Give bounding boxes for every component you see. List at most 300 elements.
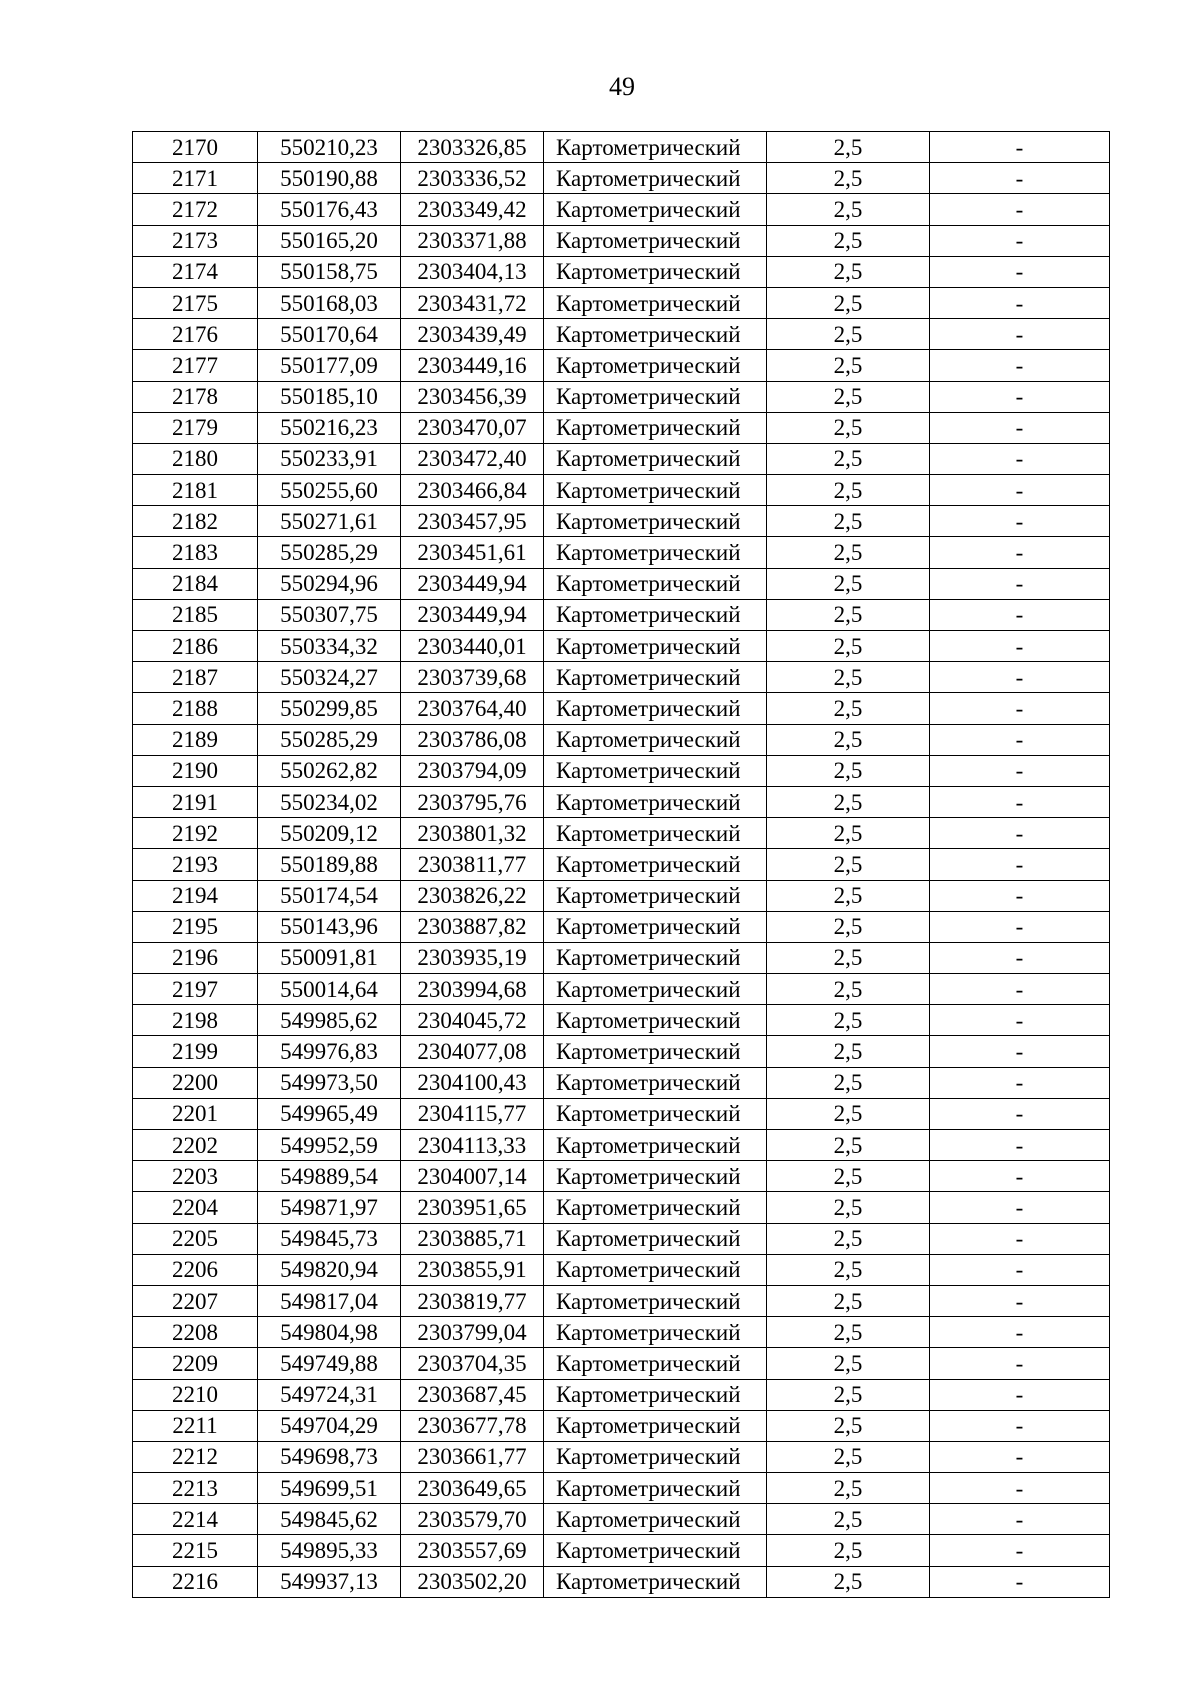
- note-cell: -: [930, 1254, 1110, 1285]
- table-row: [133, 849, 1110, 880]
- note-cell: -: [930, 786, 1110, 817]
- table-row: [133, 194, 1110, 225]
- method-cell: Картометрический: [544, 1254, 767, 1285]
- method-cell: Картометрический: [544, 256, 767, 287]
- point-number-cell: 2192: [133, 818, 258, 849]
- method-cell: Картометрический: [544, 631, 767, 662]
- method-cell: Картометрический: [544, 1005, 767, 1036]
- table-row: [133, 381, 1110, 412]
- method-cell: Картометрический: [544, 662, 767, 693]
- accuracy-cell: 2,5: [767, 599, 930, 630]
- y-coordinate-cell: 2303431,72: [401, 287, 544, 318]
- table-row: [133, 350, 1110, 381]
- accuracy-cell: 2,5: [767, 163, 930, 194]
- table-row: [133, 1223, 1110, 1254]
- x-coordinate-cell: 549704,29: [258, 1410, 401, 1441]
- method-cell: Картометрический: [544, 287, 767, 318]
- note-cell: -: [930, 693, 1110, 724]
- table-row: [133, 1192, 1110, 1223]
- y-coordinate-cell: 2303951,65: [401, 1192, 544, 1223]
- method-cell: Картометрический: [544, 381, 767, 412]
- table-row: [133, 506, 1110, 537]
- point-number-cell: 2195: [133, 911, 258, 942]
- table-row: [133, 1130, 1110, 1161]
- y-coordinate-cell: 2303371,88: [401, 225, 544, 256]
- accuracy-cell: 2,5: [767, 1535, 930, 1566]
- note-cell: -: [930, 1441, 1110, 1472]
- table-row: [133, 974, 1110, 1005]
- x-coordinate-cell: 550210,23: [258, 132, 401, 163]
- point-number-cell: 2173: [133, 225, 258, 256]
- method-cell: Картометрический: [544, 724, 767, 755]
- accuracy-cell: 2,5: [767, 631, 930, 662]
- table-row: [133, 755, 1110, 786]
- y-coordinate-cell: 2303404,13: [401, 256, 544, 287]
- note-cell: -: [930, 225, 1110, 256]
- note-cell: -: [930, 942, 1110, 973]
- accuracy-cell: 2,5: [767, 1504, 930, 1535]
- point-number-cell: 2215: [133, 1535, 258, 1566]
- y-coordinate-cell: 2303440,01: [401, 631, 544, 662]
- y-coordinate-cell: 2303449,16: [401, 350, 544, 381]
- table-row: [133, 942, 1110, 973]
- method-cell: Картометрический: [544, 786, 767, 817]
- method-cell: Картометрический: [544, 1130, 767, 1161]
- note-cell: -: [930, 849, 1110, 880]
- point-number-cell: 2175: [133, 287, 258, 318]
- x-coordinate-cell: 550324,27: [258, 662, 401, 693]
- y-coordinate-cell: 2303326,85: [401, 132, 544, 163]
- table-row: [133, 1348, 1110, 1379]
- x-coordinate-cell: 549889,54: [258, 1161, 401, 1192]
- accuracy-cell: 2,5: [767, 350, 930, 381]
- point-number-cell: 2180: [133, 443, 258, 474]
- table-row: [133, 443, 1110, 474]
- accuracy-cell: 2,5: [767, 225, 930, 256]
- table-row: [133, 412, 1110, 443]
- accuracy-cell: 2,5: [767, 724, 930, 755]
- table-row: [133, 568, 1110, 599]
- method-cell: Картометрический: [544, 755, 767, 786]
- method-cell: Картометрический: [544, 319, 767, 350]
- y-coordinate-cell: 2303887,82: [401, 911, 544, 942]
- y-coordinate-cell: 2303502,20: [401, 1566, 544, 1597]
- accuracy-cell: 2,5: [767, 755, 930, 786]
- y-coordinate-cell: 2304115,77: [401, 1098, 544, 1129]
- coordinates-table: [132, 131, 1110, 1598]
- accuracy-cell: 2,5: [767, 818, 930, 849]
- accuracy-cell: 2,5: [767, 256, 930, 287]
- y-coordinate-cell: 2303764,40: [401, 693, 544, 724]
- y-coordinate-cell: 2304045,72: [401, 1005, 544, 1036]
- y-coordinate-cell: 2303994,68: [401, 974, 544, 1005]
- x-coordinate-cell: 549973,50: [258, 1067, 401, 1098]
- accuracy-cell: 2,5: [767, 1317, 930, 1348]
- method-cell: Картометрический: [544, 880, 767, 911]
- note-cell: -: [930, 287, 1110, 318]
- point-number-cell: 2211: [133, 1410, 258, 1441]
- y-coordinate-cell: 2303579,70: [401, 1504, 544, 1535]
- note-cell: -: [930, 631, 1110, 662]
- accuracy-cell: 2,5: [767, 287, 930, 318]
- method-cell: Картометрический: [544, 1504, 767, 1535]
- method-cell: Картометрический: [544, 1441, 767, 1472]
- y-coordinate-cell: 2303855,91: [401, 1254, 544, 1285]
- note-cell: -: [930, 911, 1110, 942]
- x-coordinate-cell: 550189,88: [258, 849, 401, 880]
- table-row: [133, 631, 1110, 662]
- method-cell: Картометрический: [544, 412, 767, 443]
- table-row: [133, 818, 1110, 849]
- x-coordinate-cell: 549985,62: [258, 1005, 401, 1036]
- x-coordinate-cell: 550294,96: [258, 568, 401, 599]
- accuracy-cell: 2,5: [767, 132, 930, 163]
- x-coordinate-cell: 550285,29: [258, 537, 401, 568]
- x-coordinate-cell: 550177,09: [258, 350, 401, 381]
- table-row: [133, 1067, 1110, 1098]
- note-cell: -: [930, 1192, 1110, 1223]
- method-cell: Картометрический: [544, 568, 767, 599]
- x-coordinate-cell: 550190,88: [258, 163, 401, 194]
- point-number-cell: 2199: [133, 1036, 258, 1067]
- accuracy-cell: 2,5: [767, 662, 930, 693]
- x-coordinate-cell: 549965,49: [258, 1098, 401, 1129]
- method-cell: Картометрический: [544, 1566, 767, 1597]
- point-number-cell: 2204: [133, 1192, 258, 1223]
- y-coordinate-cell: 2303470,07: [401, 412, 544, 443]
- x-coordinate-cell: 550143,96: [258, 911, 401, 942]
- accuracy-cell: 2,5: [767, 974, 930, 1005]
- accuracy-cell: 2,5: [767, 1566, 930, 1597]
- x-coordinate-cell: 549845,73: [258, 1223, 401, 1254]
- accuracy-cell: 2,5: [767, 693, 930, 724]
- note-cell: -: [930, 1317, 1110, 1348]
- note-cell: -: [930, 412, 1110, 443]
- point-number-cell: 2216: [133, 1566, 258, 1597]
- table-row: [133, 1410, 1110, 1441]
- coordinates-table-body: [133, 132, 1110, 1598]
- note-cell: -: [930, 1379, 1110, 1410]
- note-cell: -: [930, 1535, 1110, 1566]
- note-cell: -: [930, 319, 1110, 350]
- x-coordinate-cell: 550174,54: [258, 880, 401, 911]
- note-cell: -: [930, 256, 1110, 287]
- accuracy-cell: 2,5: [767, 1067, 930, 1098]
- table-row: [133, 1379, 1110, 1410]
- y-coordinate-cell: 2303439,49: [401, 319, 544, 350]
- table-row: [133, 1441, 1110, 1472]
- table-row: [133, 1504, 1110, 1535]
- accuracy-cell: 2,5: [767, 475, 930, 506]
- y-coordinate-cell: 2303885,71: [401, 1223, 544, 1254]
- x-coordinate-cell: 549895,33: [258, 1535, 401, 1566]
- note-cell: -: [930, 568, 1110, 599]
- accuracy-cell: 2,5: [767, 506, 930, 537]
- note-cell: -: [930, 475, 1110, 506]
- note-cell: -: [930, 1504, 1110, 1535]
- method-cell: Картометрический: [544, 1285, 767, 1316]
- note-cell: -: [930, 350, 1110, 381]
- point-number-cell: 2197: [133, 974, 258, 1005]
- method-cell: Картометрический: [544, 1317, 767, 1348]
- table-row: [133, 225, 1110, 256]
- accuracy-cell: 2,5: [767, 568, 930, 599]
- x-coordinate-cell: 550262,82: [258, 755, 401, 786]
- point-number-cell: 2185: [133, 599, 258, 630]
- note-cell: -: [930, 1473, 1110, 1504]
- method-cell: Картометрический: [544, 537, 767, 568]
- point-number-cell: 2176: [133, 319, 258, 350]
- note-cell: -: [930, 662, 1110, 693]
- point-number-cell: 2171: [133, 163, 258, 194]
- note-cell: -: [930, 1130, 1110, 1161]
- table-row: [133, 1285, 1110, 1316]
- x-coordinate-cell: 549724,31: [258, 1379, 401, 1410]
- y-coordinate-cell: 2303826,22: [401, 880, 544, 911]
- point-number-cell: 2201: [133, 1098, 258, 1129]
- y-coordinate-cell: 2304077,08: [401, 1036, 544, 1067]
- y-coordinate-cell: 2303801,32: [401, 818, 544, 849]
- x-coordinate-cell: 550334,32: [258, 631, 401, 662]
- point-number-cell: 2181: [133, 475, 258, 506]
- point-number-cell: 2202: [133, 1130, 258, 1161]
- point-number-cell: 2177: [133, 350, 258, 381]
- accuracy-cell: 2,5: [767, 1036, 930, 1067]
- note-cell: -: [930, 1067, 1110, 1098]
- x-coordinate-cell: 549871,97: [258, 1192, 401, 1223]
- table-row: [133, 599, 1110, 630]
- x-coordinate-cell: 550165,20: [258, 225, 401, 256]
- method-cell: Картометрический: [544, 849, 767, 880]
- note-cell: -: [930, 1566, 1110, 1597]
- point-number-cell: 2188: [133, 693, 258, 724]
- note-cell: -: [930, 163, 1110, 194]
- method-cell: Картометрический: [544, 974, 767, 1005]
- note-cell: -: [930, 1098, 1110, 1129]
- method-cell: Картометрический: [544, 1348, 767, 1379]
- x-coordinate-cell: 550233,91: [258, 443, 401, 474]
- point-number-cell: 2186: [133, 631, 258, 662]
- accuracy-cell: 2,5: [767, 412, 930, 443]
- method-cell: Картометрический: [544, 350, 767, 381]
- accuracy-cell: 2,5: [767, 381, 930, 412]
- method-cell: Картометрический: [544, 1223, 767, 1254]
- note-cell: -: [930, 443, 1110, 474]
- y-coordinate-cell: 2303457,95: [401, 506, 544, 537]
- note-cell: -: [930, 1036, 1110, 1067]
- y-coordinate-cell: 2303661,77: [401, 1441, 544, 1472]
- note-cell: -: [930, 1285, 1110, 1316]
- method-cell: Картометрический: [544, 194, 767, 225]
- accuracy-cell: 2,5: [767, 1285, 930, 1316]
- x-coordinate-cell: 549845,62: [258, 1504, 401, 1535]
- table-row: [133, 693, 1110, 724]
- table-row: [133, 1254, 1110, 1285]
- point-number-cell: 2200: [133, 1067, 258, 1098]
- note-cell: -: [930, 599, 1110, 630]
- x-coordinate-cell: 549976,83: [258, 1036, 401, 1067]
- accuracy-cell: 2,5: [767, 1161, 930, 1192]
- method-cell: Картометрический: [544, 1535, 767, 1566]
- accuracy-cell: 2,5: [767, 1379, 930, 1410]
- method-cell: Картометрический: [544, 818, 767, 849]
- x-coordinate-cell: 550307,75: [258, 599, 401, 630]
- method-cell: Картометрический: [544, 1036, 767, 1067]
- x-coordinate-cell: 549698,73: [258, 1441, 401, 1472]
- point-number-cell: 2184: [133, 568, 258, 599]
- point-number-cell: 2189: [133, 724, 258, 755]
- point-number-cell: 2194: [133, 880, 258, 911]
- x-coordinate-cell: 549699,51: [258, 1473, 401, 1504]
- method-cell: Картометрический: [544, 911, 767, 942]
- y-coordinate-cell: 2303472,40: [401, 443, 544, 474]
- accuracy-cell: 2,5: [767, 1192, 930, 1223]
- note-cell: -: [930, 132, 1110, 163]
- x-coordinate-cell: 550158,75: [258, 256, 401, 287]
- table-row: [133, 1005, 1110, 1036]
- method-cell: Картометрический: [544, 942, 767, 973]
- note-cell: -: [930, 1410, 1110, 1441]
- method-cell: Картометрический: [544, 225, 767, 256]
- y-coordinate-cell: 2303795,76: [401, 786, 544, 817]
- method-cell: Картометрический: [544, 132, 767, 163]
- point-number-cell: 2209: [133, 1348, 258, 1379]
- note-cell: -: [930, 818, 1110, 849]
- accuracy-cell: 2,5: [767, 1005, 930, 1036]
- accuracy-cell: 2,5: [767, 194, 930, 225]
- point-number-cell: 2207: [133, 1285, 258, 1316]
- point-number-cell: 2196: [133, 942, 258, 973]
- table-row: [133, 537, 1110, 568]
- y-coordinate-cell: 2303451,61: [401, 537, 544, 568]
- x-coordinate-cell: 550091,81: [258, 942, 401, 973]
- note-cell: -: [930, 1223, 1110, 1254]
- x-coordinate-cell: 549817,04: [258, 1285, 401, 1316]
- table-row: [133, 475, 1110, 506]
- accuracy-cell: 2,5: [767, 1410, 930, 1441]
- table-row: [133, 911, 1110, 942]
- table-row: [133, 724, 1110, 755]
- point-number-cell: 2190: [133, 755, 258, 786]
- note-cell: -: [930, 1005, 1110, 1036]
- x-coordinate-cell: 550299,85: [258, 693, 401, 724]
- accuracy-cell: 2,5: [767, 1130, 930, 1161]
- point-number-cell: 2178: [133, 381, 258, 412]
- table-row: [133, 662, 1110, 693]
- x-coordinate-cell: 549804,98: [258, 1317, 401, 1348]
- table-row: [133, 1317, 1110, 1348]
- y-coordinate-cell: 2303819,77: [401, 1285, 544, 1316]
- x-coordinate-cell: 550176,43: [258, 194, 401, 225]
- y-coordinate-cell: 2303794,09: [401, 755, 544, 786]
- method-cell: Картометрический: [544, 599, 767, 630]
- method-cell: Картометрический: [544, 163, 767, 194]
- x-coordinate-cell: 549952,59: [258, 1130, 401, 1161]
- note-cell: -: [930, 1161, 1110, 1192]
- y-coordinate-cell: 2304113,33: [401, 1130, 544, 1161]
- y-coordinate-cell: 2303704,35: [401, 1348, 544, 1379]
- accuracy-cell: 2,5: [767, 443, 930, 474]
- y-coordinate-cell: 2304007,14: [401, 1161, 544, 1192]
- x-coordinate-cell: 550234,02: [258, 786, 401, 817]
- point-number-cell: 2187: [133, 662, 258, 693]
- accuracy-cell: 2,5: [767, 911, 930, 942]
- y-coordinate-cell: 2303739,68: [401, 662, 544, 693]
- table-row: [133, 132, 1110, 163]
- method-cell: Картометрический: [544, 1473, 767, 1504]
- point-number-cell: 2213: [133, 1473, 258, 1504]
- y-coordinate-cell: 2303557,69: [401, 1535, 544, 1566]
- point-number-cell: 2198: [133, 1005, 258, 1036]
- accuracy-cell: 2,5: [767, 1254, 930, 1285]
- point-number-cell: 2193: [133, 849, 258, 880]
- note-cell: -: [930, 506, 1110, 537]
- accuracy-cell: 2,5: [767, 1098, 930, 1129]
- point-number-cell: 2191: [133, 786, 258, 817]
- y-coordinate-cell: 2303799,04: [401, 1317, 544, 1348]
- x-coordinate-cell: 550014,64: [258, 974, 401, 1005]
- point-number-cell: 2208: [133, 1317, 258, 1348]
- note-cell: -: [930, 724, 1110, 755]
- y-coordinate-cell: 2304100,43: [401, 1067, 544, 1098]
- y-coordinate-cell: 2303786,08: [401, 724, 544, 755]
- point-number-cell: 2182: [133, 506, 258, 537]
- note-cell: -: [930, 1348, 1110, 1379]
- method-cell: Картометрический: [544, 1161, 767, 1192]
- x-coordinate-cell: 550185,10: [258, 381, 401, 412]
- note-cell: -: [930, 381, 1110, 412]
- table-row: [133, 1036, 1110, 1067]
- x-coordinate-cell: 550271,61: [258, 506, 401, 537]
- point-number-cell: 2205: [133, 1223, 258, 1254]
- x-coordinate-cell: 549937,13: [258, 1566, 401, 1597]
- method-cell: Картометрический: [544, 506, 767, 537]
- table-row: [133, 1535, 1110, 1566]
- y-coordinate-cell: 2303466,84: [401, 475, 544, 506]
- table-row: [133, 1161, 1110, 1192]
- method-cell: Картометрический: [544, 693, 767, 724]
- accuracy-cell: 2,5: [767, 1348, 930, 1379]
- note-cell: -: [930, 974, 1110, 1005]
- point-number-cell: 2212: [133, 1441, 258, 1472]
- accuracy-cell: 2,5: [767, 1473, 930, 1504]
- method-cell: Картометрический: [544, 475, 767, 506]
- x-coordinate-cell: 550255,60: [258, 475, 401, 506]
- point-number-cell: 2183: [133, 537, 258, 568]
- table-row: [133, 786, 1110, 817]
- method-cell: Картометрический: [544, 1410, 767, 1441]
- table-row: [133, 1098, 1110, 1129]
- note-cell: -: [930, 755, 1110, 786]
- table-row: [133, 880, 1110, 911]
- x-coordinate-cell: 550168,03: [258, 287, 401, 318]
- table-row: [133, 287, 1110, 318]
- accuracy-cell: 2,5: [767, 537, 930, 568]
- y-coordinate-cell: 2303649,65: [401, 1473, 544, 1504]
- method-cell: Картометрический: [544, 443, 767, 474]
- method-cell: Картометрический: [544, 1192, 767, 1223]
- y-coordinate-cell: 2303935,19: [401, 942, 544, 973]
- y-coordinate-cell: 2303336,52: [401, 163, 544, 194]
- accuracy-cell: 2,5: [767, 1223, 930, 1254]
- accuracy-cell: 2,5: [767, 849, 930, 880]
- table-row: [133, 256, 1110, 287]
- point-number-cell: 2179: [133, 412, 258, 443]
- y-coordinate-cell: 2303449,94: [401, 599, 544, 630]
- accuracy-cell: 2,5: [767, 319, 930, 350]
- note-cell: -: [930, 194, 1110, 225]
- accuracy-cell: 2,5: [767, 786, 930, 817]
